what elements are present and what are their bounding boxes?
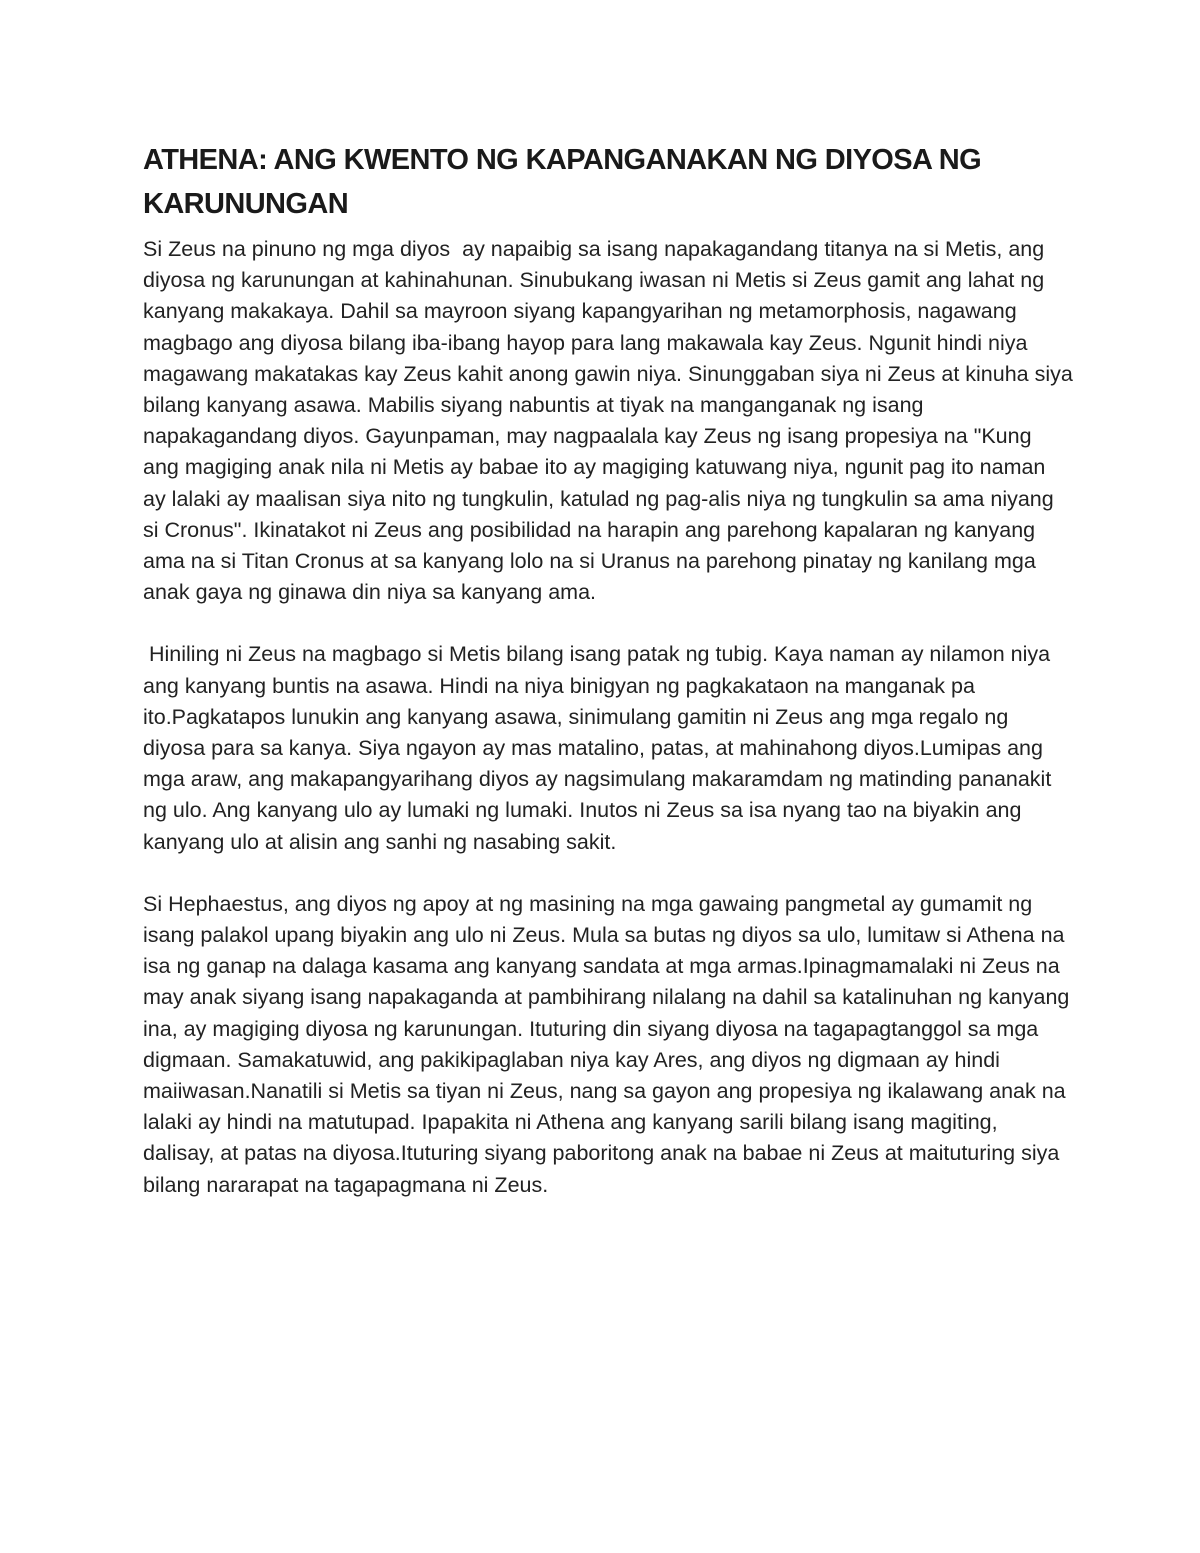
- paragraph-3: Si Hephaestus, ang diyos ng apoy at ng masining na mga gawaing pangmetal ay gumamit ng isang palakol upang biyakin ang ulo ni Zeus. Mula sa butas ng diyos sa ulo, lumitaw si Athena na isa ng ganap na dalaga kasama ang kanyang sandata at mga armas.Ipinagmamalaki ni Zeus na may anak siyang isang napakaganda at pambihirang nilalang na dahil sa katalinuhan ng kanyang ina, ay magiging diyosa ng karunungan. Ituturing din siyang diyosa na tagapagtanggol sa mga digmaan. Samakatuwid, ang pakikipaglaban niya kay Ares, ang diyos ng digmaan ay hindi maiiwasan.Nanatili si Metis sa tiyan ni Zeus, nang sa gayon ang propesiya ng ikalawang anak na lalaki ay hindi na matutupad. Ipapakita ni Athena ang kanyang sarili bilang isang magiting, dalisay, at patas na diyosa.Ituturing siyang paboritong anak na babae ni Zeus at maituturing siya bilang nararapat na tagapagmana ni Zeus.: [143, 891, 1076, 1197]
- paragraph-2: Hiniling ni Zeus na magbago si Metis bilang isang patak ng tubig. Kaya naman ay nilamon niya ang kanyang buntis na asawa. Hindi na niya binigyan ng pagkakataon na manganak pa ito.Pagkatapos lunukin ang kanyang asawa, sinimulang gamitin ni Zeus ang mga regalo ng diyosa para sa kanya. Siya ngayon ay mas matalino, patas, at mahinahong diyos.Lumipas ang mga araw, ang makapangyarihang diyos ay nagsimulang makaramdam ng matinding pananakit ng ulo. Ang kanyang ulo ay lumaki ng lumaki. Inutos ni Zeus sa isa nyang tao na biyakin ang kanyang ulo at alisin ang sanhi ng nasabing sakit.: [143, 642, 1058, 854]
- paragraph-1: Si Zeus na pinuno ng mga diyos ay napaibig sa isang napakagandang titanya na si Metis, ang diyosa ng karunungan at kahinahunan. Sinubukang iwasan ni Metis si Zeus gamit ang lahat ng kanyang makakaya. Dahil sa mayroon siyang kapangyarihan ng metamorphosis, nagawang magbago ang diyosa bilang iba-ibang hayop para lang makawala kay Zeus. Ngunit hindi niya magawang makatakas kay Zeus kahit anong gawin niya. Sinunggaban siya ni Zeus at kinuha siya bilang kanyang asawa. Mabilis siyang nabuntis at tiyak na manganganak ng isang napakagandang diyos. Gayunpaman, may nagpaalala kay Zeus ng isang propesiya na "Kung ang magiging anak nila ni Metis ay babae ito ay magiging katuwang niya, ngunit pag ito naman ay lalaki ay maalisan siya nito ng tungkulin, katulad ng pag-alis niya ng tungkulin sa ama niyang si Cronus". Ikinatakot ni Zeus ang posibilidad na harapin ang parehong kapalaran ng kanyang ama na si Titan Cronus at sa kanyang lolo na si Uranus na parehong pinatay ng kanilang mga anak gaya ng ginawa din niya sa kanyang ama.: [143, 237, 1079, 605]
- document-title: ATHENA: ANG KWENTO NG KAPANGANAKAN NG DIYOSA NG KARUNUNGAN: [143, 144, 982, 220]
- document-body: [143, 138, 1079, 1201]
